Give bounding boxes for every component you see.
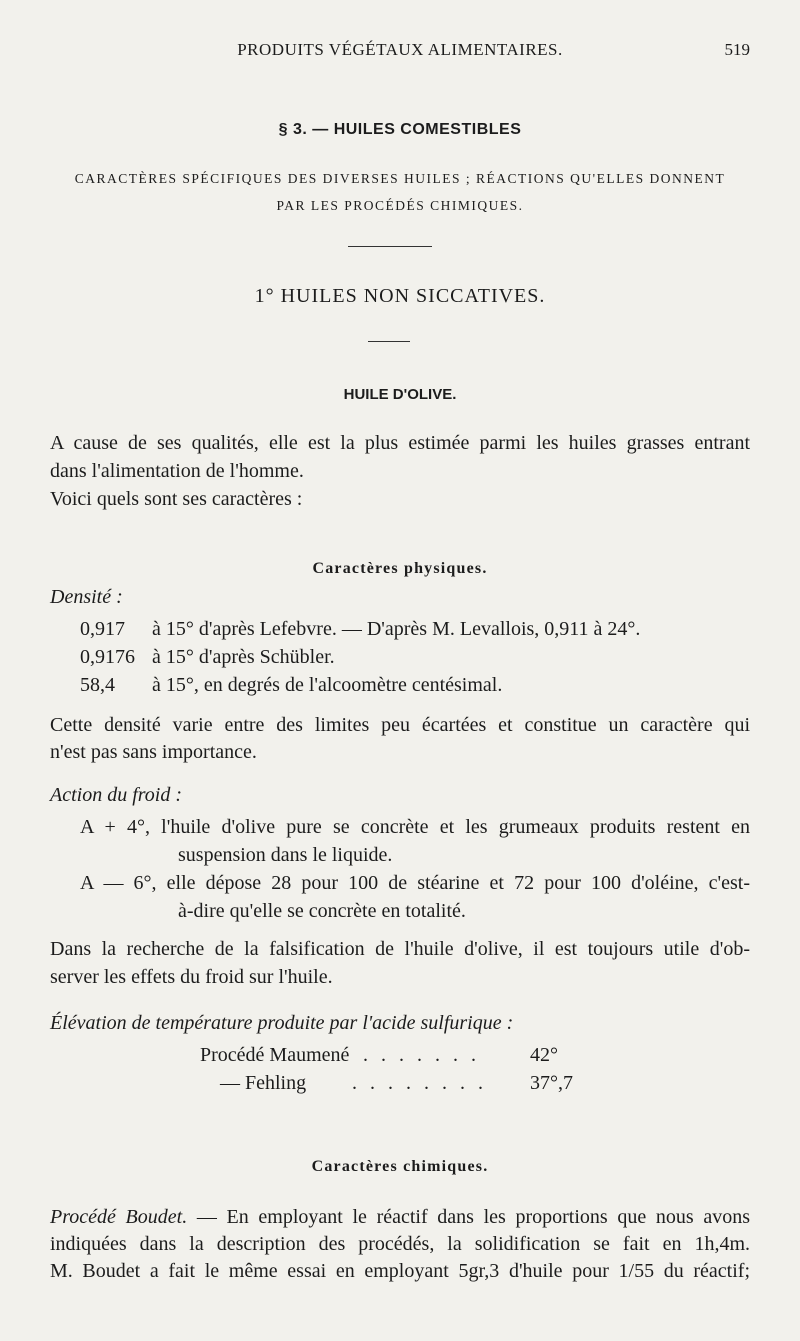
divider-rule bbox=[348, 246, 432, 247]
density-value: 0,9176 bbox=[80, 646, 135, 668]
part-title: 1° HUILES NON SICCATIVES. bbox=[254, 285, 546, 307]
temperature-method: — Fehling bbox=[220, 1072, 307, 1094]
temperature-method: Procédé Maumené bbox=[200, 1044, 350, 1066]
section-subtitle-line2: PAR LES PROCÉDÉS CHIMIQUES. bbox=[276, 198, 524, 213]
cold-note-line: server les effets du froid sur l'huile. bbox=[50, 966, 333, 988]
page-number: 519 bbox=[724, 40, 750, 59]
boudet-line: M. Boudet a fait le même essai en employant 5gr,3 d'huile pour 1/55 du réactif; bbox=[50, 1260, 750, 1282]
cold-line: à-dire qu'elle se concrète en totalité. bbox=[178, 900, 466, 922]
density-value: 58,4 bbox=[80, 674, 115, 696]
running-title: PRODUITS VÉGÉTAUX ALIMENTAIRES. bbox=[237, 40, 563, 59]
section-subtitle-line1: CARACTÈRES SPÉCIFIQUES DES DIVERSES HUILES ; RÉACTIONS QU'ELLES DONNENT bbox=[74, 171, 726, 186]
density-label: Densité : bbox=[50, 586, 123, 608]
cold-line: A — 6°, elle dépose 28 pour 100 de stéarine et 72 pour 100 d'oléine, c'est- bbox=[80, 872, 750, 894]
cold-line: A + 4°, l'huile d'olive pure se concrète et les grumeaux produits restent en bbox=[80, 816, 750, 838]
divider-rule bbox=[368, 341, 410, 342]
temperature-label: Élévation de température produite par l'acide sulfurique : bbox=[50, 1012, 514, 1034]
intro-line: dans l'alimentation de l'homme. bbox=[50, 460, 304, 482]
cold-note-line: Dans la recherche de la falsification de l'huile d'olive, il est toujours utile d'ob- bbox=[50, 938, 750, 960]
boudet-label: Procédé Boudet. bbox=[50, 1206, 188, 1228]
cold-line: suspension dans le liquide. bbox=[178, 844, 393, 866]
temperature-value: 37°,7 bbox=[530, 1072, 573, 1094]
chemical-heading: Caractères chimiques. bbox=[311, 1158, 489, 1175]
density-text: à 15° d'après Lefebvre. — D'après M. Levallois, 0,911 à 24°. bbox=[152, 618, 641, 640]
section-title: § 3. — HUILES COMESTIBLES bbox=[278, 121, 522, 138]
density-text: à 15°, en degrés de l'alcoomètre centésimal. bbox=[152, 674, 503, 696]
boudet-line bbox=[50, 1206, 750, 1229]
boudet-line: indiquées dans la description des procédés, la solidification se fait en 1h,4m. bbox=[50, 1233, 750, 1255]
density-text: à 15° d'après Schübler. bbox=[152, 646, 335, 668]
physical-heading: Caractères physiques. bbox=[312, 560, 488, 577]
density-note-line: Cette densité varie entre des limites peu écartées et constitue un caractère qui bbox=[50, 714, 750, 736]
leader-dots: . . . . . . . . bbox=[352, 1072, 487, 1094]
cold-label: Action du froid : bbox=[50, 784, 183, 806]
leader-dots: . . . . . . . bbox=[363, 1044, 480, 1066]
intro-line: Voici quels sont ses caractères : bbox=[50, 488, 303, 510]
intro-line: A cause de ses qualités, elle est la plus estimée parmi les huiles grasses entrant bbox=[50, 432, 750, 454]
oil-title: HUILE D'OLIVE. bbox=[343, 386, 457, 403]
density-value: 0,917 bbox=[80, 618, 125, 640]
temperature-value: 42° bbox=[530, 1044, 558, 1066]
boudet-text: — En employant le réactif dans les proportions que nous avons bbox=[187, 1206, 750, 1228]
density-note-line: n'est pas sans importance. bbox=[50, 741, 257, 763]
